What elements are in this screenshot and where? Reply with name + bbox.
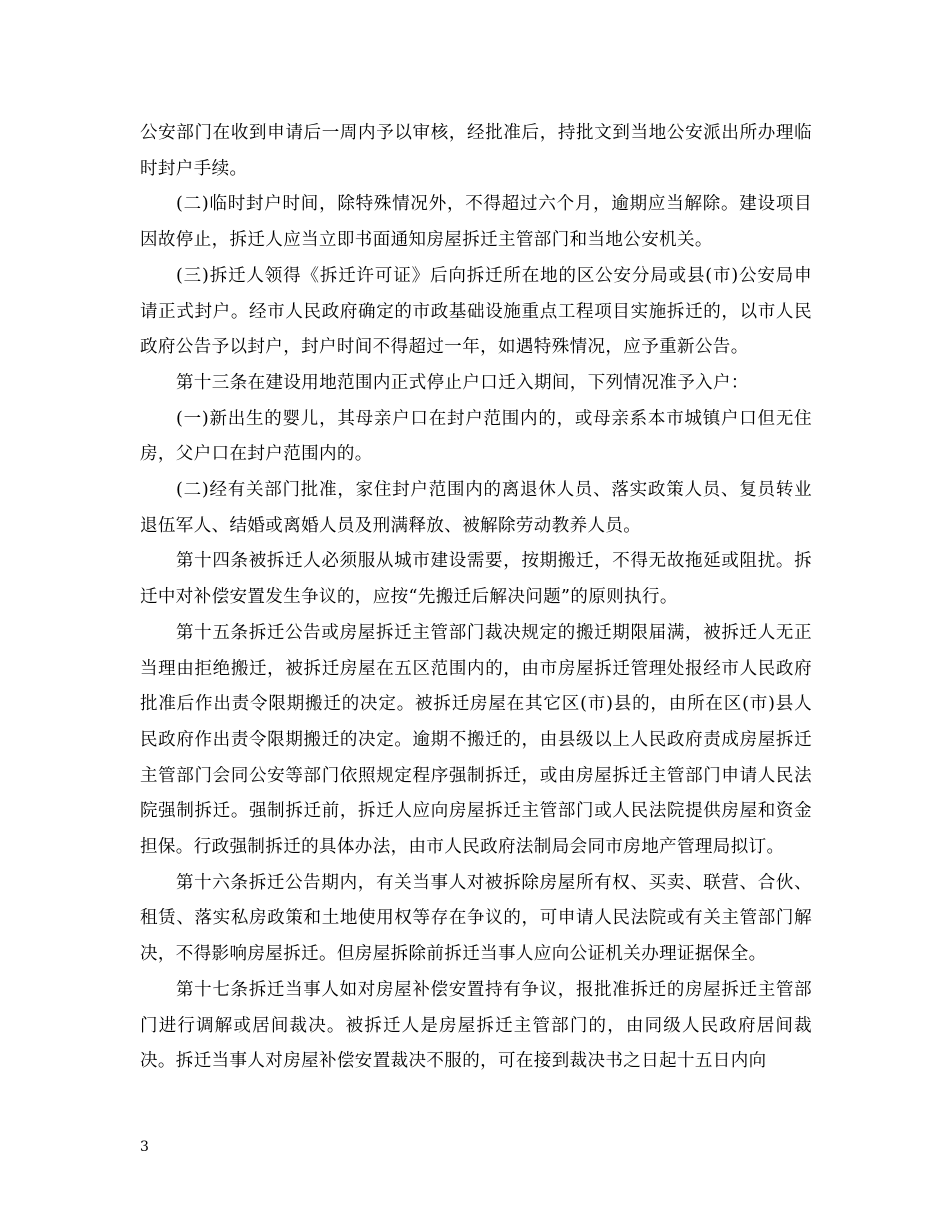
paragraph-article-16: 第十六条拆迁公告期内，有关当事人对被拆除房屋所有权、买卖、联营、合伙、租赁、落实私房政策和土地使用权等存在争议的，可申请人民法院或有关主管部门解决，不得影响房屋拆迁。但房屋拆除前拆迁当事人应向公证机关办理证据保全。 <box>140 872 812 965</box>
paragraph-article-17: 第十七条拆迁当事人如对房屋补偿安置持有争议，报批准拆迁的房屋拆迁主管部门进行调解或居间裁决。被拆迁人是房屋拆迁主管部门的，由同级人民政府居间裁决。拆迁当事人对房屋补偿安置裁决不服的，可在接到裁决书之日起十五日内向 <box>140 979 812 1072</box>
paragraph-formal-sealing: (三)拆迁人领得《拆迁许可证》后向拆迁所在地的区公安分局或县(市)公安局申请正式封户。经市人民政府确定的市政基础设施重点工程项目实施拆迁的，以市人民政府公告予以封户，封户时间不得超过一年，如遇特殊情况，应予重新公告。 <box>140 265 812 358</box>
paragraph-article-13: 第十三条在建设用地范围内正式停止户口迁入期间，下列情况准予入户： <box>176 372 749 393</box>
paragraph-continuation: 公安部门在收到申请后一周内予以审核，经批准后，持批文到当地公安派出所办理临时封户手续。 <box>140 123 812 179</box>
paragraph-temporary-sealing-period: (二)临时封户时间，除特殊情况外，不得超过六个月，逾期应当解除。建设项目因故停止，拆迁人应当立即书面通知房屋拆迁主管部门和当地公安机关。 <box>140 194 812 251</box>
paragraph-article-13-item-1: (一)新出生的婴儿，其母亲户口在封户范围内的，或母亲系本市城镇户口但无住房，父户口在封户范围内的。 <box>140 408 812 465</box>
document-body <box>140 116 812 1080</box>
paragraph-article-15: 第十五条拆迁公告或房屋拆迁主管部门裁决规定的搬迁期限届满，被拆迁人无正当理由拒绝搬迁，被拆迁房屋在五区范围内的，由市房屋拆迁管理处报经市人民政府批准后作出责令限期搬迁的决定。被拆迁房屋在其它区(市)县的，由所在区(市)县人民政府作出责令限期搬迁的决定。逾期不搬迁的，由县级以上人民政府责成房屋拆迁主管部门会同公安等部门依照规定程序强制拆迁，或由房屋拆迁主管部门申请人民法院强制拆迁。强制拆迁前，拆迁人应向房屋拆迁主管部门或人民法院提供房屋和资金担保。行政强制拆迁的具体办法，由市人民政府法制局会同市房地产管理局拟订。 <box>140 622 812 858</box>
paragraph-article-14: 第十四条被拆迁人必须服从城市建设需要，按期搬迁，不得无故拖延或阻扰。拆迁中对补偿安置发生争议的，应按“先搬迁后解决问题”的原则执行。 <box>140 551 812 608</box>
paragraph-article-13-item-2: (二)经有关部门批准，家住封户范围内的离退休人员、落实政策人员、复员转业退伍军人、结婚或离婚人员及刑满释放、被解除劳动教养人员。 <box>140 480 812 536</box>
page-number: 3 <box>140 1139 149 1155</box>
